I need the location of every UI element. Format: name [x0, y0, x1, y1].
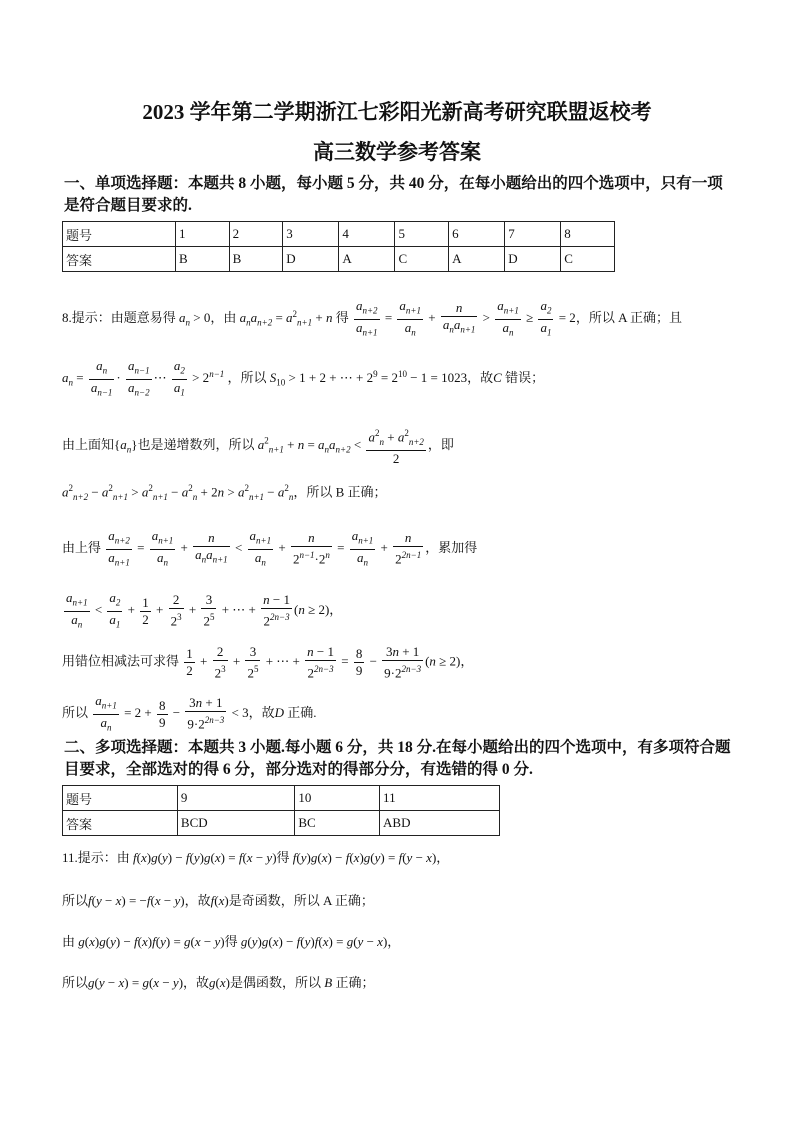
document-subtitle: 高三数学参考答案 — [313, 140, 481, 164]
table-cell: C — [561, 247, 615, 272]
section2-heading: 二、多项选择题：本题共 3 小题.每小题 6 分，共 18 分.在每小题给出的四个选项中，有多项符合题目要求，全部选对的得 6 分，部分选对的得部分分，有选错的得 0 分. — [64, 739, 731, 778]
hint-8-line8: 所以 $\frac{a_{n+1}}{a_n}$ = 2 + $\frac{8}{9}$ − $\frac{3n + 1}{9\cdot 2^{2n-3}}$ < 3，故D 正确. — [62, 693, 317, 733]
hint-11-line3: 由 g(x)g(y) − f(x)f(y) = g(x − y)得 g(y)g(x) − f(y)f(x) = g(y − x)， — [62, 934, 401, 949]
hint-11-line2: 所以f(y − x) = −f(x − y)，故f(x)是奇函数，所以 A 正确； — [62, 893, 374, 908]
table-cell: 题号 — [63, 222, 176, 247]
hint-8-line5: 由上得 $\frac{a_{n+2}}{a_{n+1}}$ = $\frac{a_{n+1}}{a_n}$ + $\frac{n}{a_na_{n+1}}$ < $\frac{a_{n+1}}{a_n}$ + $\frac{n}{2^{n-1}\cdot 2^n}$ = $\frac{a_{n+1}}{a_n}$ + $\frac{n}{2^{2n-1}}$ ，累加得 — [62, 528, 478, 568]
hint-8-line6: $\frac{a_{n+1}}{a_n}$ < $\frac{a_2}{a_1}$ + $\frac{1}{2}$ + $\frac{2}{2^3}$ + $\frac{3}{2^5}$ + ⋯ + $\frac{n - 1}{2^{2n-3}}$ (n ≥ 2)， — [66, 590, 343, 630]
table-row — [63, 811, 500, 836]
hint-8-line4: $a^2_{n+2} - a^2_{n+1} > a^2_{n+1} - a^2_n + 2n > a^2_{n+1} - a^2_n$，所以 B 正确； — [62, 483, 387, 502]
table-cell: 6 — [449, 222, 505, 247]
section1-heading: 一、单项选择题：本题共 8 小题，每小题 5 分，共 40 分，在每小题给出的四个选项中，只有一项是符合题目要求的. — [64, 175, 723, 214]
table-cell: 1 — [176, 222, 230, 247]
hint-11-line1: 11.提示：由 f(x)g(y) − f(y)g(x) = f(x − y)得 f(y)g(x) − f(x)g(y) = f(y − x)， — [62, 850, 450, 865]
hint-8-line7: 用错位相减法可求得 $\frac{1}{2}$ + $\frac{2}{2^3}$ + $\frac{3}{2^5}$ + ⋯ + $\frac{n - 1}{2^{2n-3}}$ = $\frac{8}{9}$ − $\frac{3n + 1}{9\cdot 2^{2n-3}}$ (n ≥ 2)， — [62, 644, 474, 681]
table-cell: BCD — [177, 811, 294, 836]
table-row — [63, 247, 615, 272]
hint-8-line2: $a_n$ = $\frac{a_n}{a_{n-1}}$ · $\frac{a_{n-1}}{a_{n-2}}$ ⋯ $\frac{a_2}{a_1}$ > $2^{n-1}$ ，所以 $S_{10} > 1 + 2$ + ⋯ + $2^9 = 2^{10} - 1 = 1023$，故C 错误； — [62, 358, 545, 398]
hint-11-line4: 所以g(y − x) = g(x − y)，故g(x)是偶函数，所以 B 正确； — [62, 975, 375, 990]
table-cell: 4 — [339, 222, 395, 247]
table-cell: A — [339, 247, 395, 272]
table-cell: D — [283, 247, 339, 272]
document-title: 2023 学年第二学期浙江七彩阳光新高考研究联盟返校考 — [142, 100, 652, 124]
table-cell: BC — [295, 811, 380, 836]
hint-8-line1: 8.提示：由题意易得 $a_n > 0$，由 $a_na_{n+2} = a^2_{n+1} + n$ 得 $\frac{a_{n+2}}{a_{n+1}}$ = $\frac{a_{n+1}}{a_n}$ + $\frac{n}{a_na_{n+1}}$ > $\frac{a_{n+1}}{a_n}$ ≥ $\frac{a_2}{a_1}$ = 2，所以 A 正确；且 — [62, 298, 682, 338]
table-cell: 2 — [229, 222, 283, 247]
table-row — [63, 786, 500, 811]
table-cell: 9 — [177, 786, 294, 811]
table-cell: A — [449, 247, 505, 272]
table-cell: 7 — [505, 222, 561, 247]
table-cell: 5 — [395, 222, 449, 247]
table-cell: C — [395, 247, 449, 272]
table-cell: 10 — [295, 786, 380, 811]
table-cell: 题号 — [63, 786, 178, 811]
answer-table-1 — [62, 221, 615, 272]
hint-8-line3: 由上面知$\{a_n\}$也是递增数列，所以 $a^2_{n+1} + n = a_na_{n+2}$ < $\frac{a^2_n + a^2_{n+2}}{2}$ ，即 — [62, 425, 454, 467]
table-cell: B — [229, 247, 283, 272]
table-cell: 11 — [380, 786, 500, 811]
table-row — [63, 222, 615, 247]
answer-table-2 — [62, 785, 500, 836]
table-cell: ABD — [380, 811, 500, 836]
table-cell: 答案 — [63, 247, 176, 272]
table-cell: D — [505, 247, 561, 272]
table-cell: 3 — [283, 222, 339, 247]
table-cell: B — [176, 247, 230, 272]
table-cell: 答案 — [63, 811, 178, 836]
table-cell: 8 — [561, 222, 615, 247]
